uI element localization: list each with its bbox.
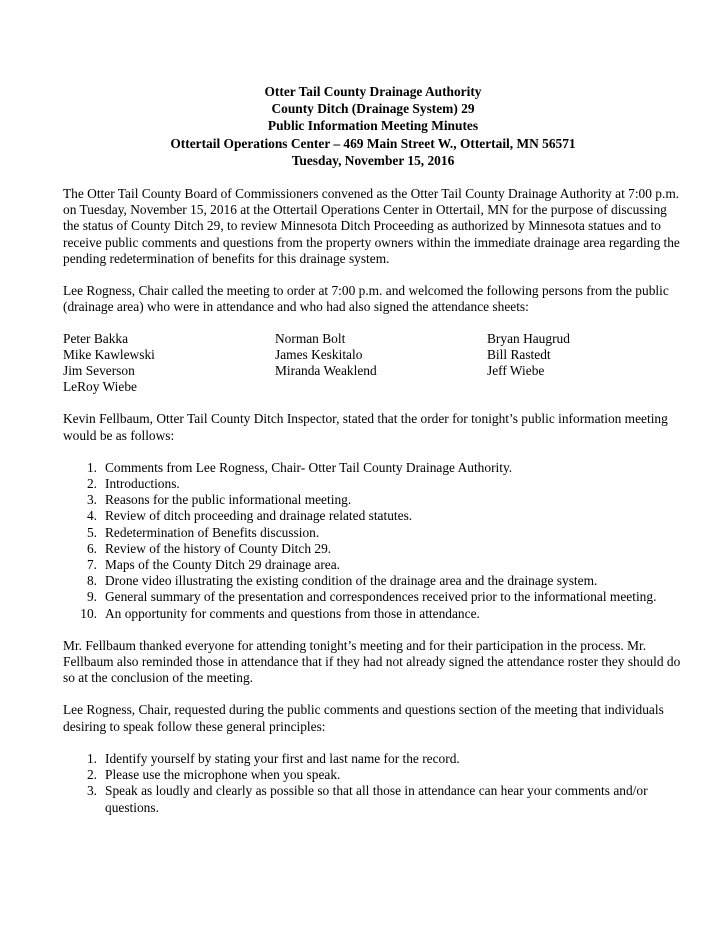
agenda-intro-paragraph: Kevin Fellbaum, Otter Tail County Ditch Inspector, stated that the order for tonight’s public information meeting would be as follows: xyxy=(63,411,668,443)
closing-reminder-paragraph: Mr. Fellbaum thanked everyone for attending tonight’s meeting and for their participation in the process. Mr. Fellbaum also reminded those in attendance that if they had not already signed the attendance roster they should do so at the conclusion of the meeting. xyxy=(63,637,681,686)
list-item xyxy=(63,767,683,783)
list-text: Drone video illustrating the existing condition of the drainage area and the drainage system. xyxy=(105,573,598,589)
attendee-name: LeRoy Wiebe xyxy=(63,379,137,395)
list-number: 4. xyxy=(86,508,97,524)
list-item xyxy=(63,492,683,508)
list-text: Introductions. xyxy=(105,476,180,492)
list-text: Review of the history of County Ditch 29. xyxy=(105,540,332,556)
document-page xyxy=(63,83,683,816)
list-number: 2. xyxy=(86,476,97,492)
list-number: 5. xyxy=(86,524,97,540)
list-item xyxy=(63,589,683,605)
attendee-name: Peter Bakka xyxy=(63,331,129,347)
attendee-name: Norman Bolt xyxy=(275,331,346,347)
list-text: Speak as loudly and clearly as possible so that all those in attendance can hear your comments and/or questions. xyxy=(105,783,648,815)
attendee-name: James Keskitalo xyxy=(275,347,363,363)
list-text: Identify yourself by stating your first and last name for the record. xyxy=(105,750,460,766)
attendee-name: Mike Kawlewski xyxy=(63,347,155,363)
header-org: Otter Tail County Drainage Authority xyxy=(264,84,482,99)
list-number: 3. xyxy=(86,492,97,508)
list-item xyxy=(63,541,683,557)
list-text: Redetermination of Benefits discussion. xyxy=(105,524,320,540)
list-item xyxy=(63,783,683,815)
header-location: Ottertail Operations Center – 469 Main Street W., Ottertail, MN 56571 xyxy=(170,135,576,151)
list-text: Maps of the County Ditch 29 drainage area. xyxy=(105,557,341,573)
header-title: Public Information Meeting Minutes xyxy=(267,118,479,134)
list-number: 2. xyxy=(86,767,97,783)
attendee-name: Miranda Weaklend xyxy=(275,363,377,379)
list-number: 1. xyxy=(86,750,97,766)
header-system: County Ditch (Drainage System) 29 xyxy=(271,101,475,117)
list-item xyxy=(63,525,683,541)
header-date: Tuesday, November 15, 2016 xyxy=(291,152,455,168)
list-text: Reasons for the public informational meeting. xyxy=(105,492,352,508)
list-number: 3. xyxy=(86,783,97,799)
agenda-list xyxy=(63,460,683,622)
list-number: 6. xyxy=(86,540,97,556)
principles-list xyxy=(63,751,683,816)
list-item xyxy=(63,476,683,492)
principles-intro-paragraph: Lee Rogness, Chair, requested during the public comments and questions section of the meeting that individuals desiring to speak follow these general principles: xyxy=(63,702,664,734)
call-to-order-paragraph: Lee Rogness, Chair called the meeting to order at 7:00 p.m. and welcomed the following persons from the public (drainage area) who were in attendance and who had also signed the attendance sheets: xyxy=(63,283,669,315)
list-number: 8. xyxy=(86,573,97,589)
list-number: 10. xyxy=(80,605,97,621)
attendee-list xyxy=(63,331,683,395)
intro-paragraph: The Otter Tail County Board of Commissioners convened as the Otter Tail County Drainage Authority at 7:00 p.m. on Tuesday, November 15, 2016 at the Ottertail Operations Center in Ottertail, MN for the purpose of discussing the status of County Ditch 29, to review Minnesota Ditch Proceeding as authorized by Minnesota statues and to receive public comments and questions from the property owners within the immediate drainage area regarding the pending redetermination of benefits for this drainage system. xyxy=(63,186,680,266)
list-item xyxy=(63,751,683,767)
attendee-name: Bryan Haugrud xyxy=(487,331,570,347)
list-number: 9. xyxy=(86,589,97,605)
list-text: General summary of the presentation and correspondences received prior to the informational meeting. xyxy=(105,589,657,605)
attendee-name: Jim Severson xyxy=(63,363,135,379)
document-header xyxy=(43,83,703,169)
list-text: Comments from Lee Rogness, Chair- Otter Tail County Drainage Authority. xyxy=(105,459,513,475)
list-item xyxy=(63,606,683,622)
list-number: 1. xyxy=(86,459,97,475)
list-item xyxy=(63,508,683,524)
list-item xyxy=(63,573,683,589)
attendee-name: Bill Rastedt xyxy=(487,347,551,363)
list-number: 7. xyxy=(86,557,97,573)
list-text: Please use the microphone when you speak. xyxy=(105,767,341,783)
list-text: Review of ditch proceeding and drainage related statutes. xyxy=(105,508,413,524)
list-item xyxy=(63,557,683,573)
list-item xyxy=(63,460,683,476)
list-text: An opportunity for comments and questions from those in attendance. xyxy=(105,605,480,621)
attendee-name: Jeff Wiebe xyxy=(487,363,545,379)
